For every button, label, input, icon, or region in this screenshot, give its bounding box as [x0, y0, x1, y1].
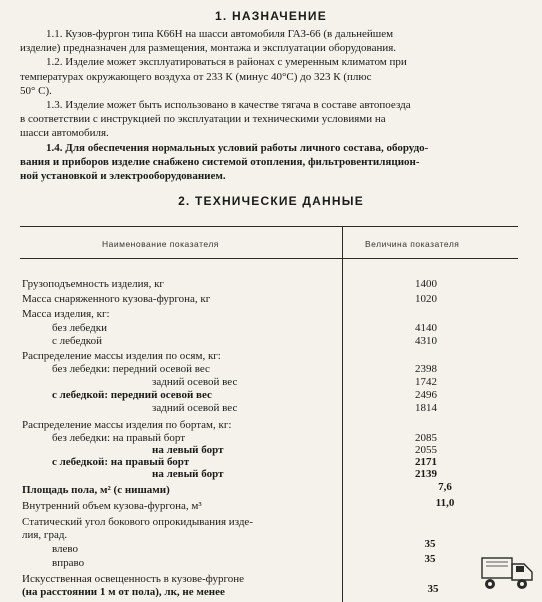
truck-icon	[478, 548, 536, 594]
table-row-label: (на расстоянии 1 м от пола), лк, не менее	[22, 586, 225, 598]
table-row-label: без лебедки	[52, 322, 107, 334]
table-row-label: задний осевой вес	[152, 376, 238, 388]
table-row-label: на левый борт	[152, 468, 224, 480]
table-row-value: 7,6	[438, 481, 452, 493]
table-row-label: Площадь пола, м² (с нишами)	[22, 484, 170, 496]
table-row-label: лия, град.	[22, 529, 68, 541]
table-row-label: Искусственная освещенность в кузове-фургоне	[22, 573, 245, 585]
paragraph-line: 1.1. Кузов-фургон типа К66Н на шасси автомобиля ГАЗ-66 (в дальнейшем	[46, 28, 394, 40]
table-row-label: влево	[52, 543, 79, 555]
paragraph-line: шасси автомобиля.	[20, 127, 109, 140]
table-row-label: Масса снаряженного кузова-фургона, кг	[22, 293, 211, 305]
table-row-label: задний осевой вес	[152, 402, 238, 414]
table-row-value: 4310	[415, 335, 437, 347]
section-1-text	[20, 27, 515, 183]
table-row-value: 2139	[415, 468, 437, 480]
table-row-label: Статический угол бокового опрокидывания изде-	[22, 516, 253, 528]
column-header-name: Наименование показателя	[102, 239, 219, 249]
table-row-label: с лебедкой	[52, 335, 102, 347]
table-row-value: 35	[424, 538, 436, 550]
table-row-label: с лебедкой: передний осевой вес	[52, 389, 212, 401]
table-row-value: 2085	[415, 432, 437, 444]
table-row-value: 1814	[415, 402, 437, 414]
table-top-rule	[20, 226, 518, 227]
paragraph-line: 1.4. Для обеспечения нормальных условий работы личного состава, оборудо-	[46, 141, 429, 154]
table-row-value: 2398	[415, 363, 437, 375]
table-row-label: без лебедки: передний осевой вес	[52, 363, 210, 375]
paragraph-line: в соответствии с инструкцией по эксплуатации и техническими условиями на	[20, 113, 386, 126]
table-row-label: Масса изделия, кг:	[22, 308, 110, 320]
table-row-value: 2171	[415, 456, 437, 468]
table-row-label: без лебедки: на правый борт	[52, 432, 186, 444]
table-column-divider	[342, 226, 343, 602]
section-2-title: 2. ТЕХНИЧЕСКИЕ ДАННЫЕ	[178, 194, 364, 208]
paragraph-line: температурах окружающего воздуха от 233 К (минус 40°С) до 323 К (плюс	[20, 70, 372, 83]
table-row-value: 4140	[415, 322, 437, 334]
paragraph-line: ной установкой и электрооборудованием.	[20, 170, 226, 183]
table-row-label: на левый борт	[152, 444, 224, 456]
table-row-value: 2496	[415, 389, 437, 401]
table-row-label: с лебедкой: на правый борт	[52, 456, 190, 468]
paragraph-line: 1.3. Изделие может быть использовано в качестве тягача в составе автопоезда	[46, 99, 411, 112]
paragraph-line: 50° С).	[20, 84, 52, 97]
table-row-value: 2055	[415, 444, 437, 456]
column-header-value: Величина показателя	[365, 239, 460, 249]
table-row-label: вправо	[52, 557, 85, 569]
section-1-title: 1. НАЗНАЧЕНИЕ	[215, 9, 327, 23]
table-row-value: 1742	[415, 376, 437, 388]
table-row-label: Распределение массы изделия по осям, кг:	[22, 350, 221, 362]
table-header-rule	[20, 258, 518, 259]
table-row-value: 1020	[415, 293, 437, 305]
table-row-value: 35	[424, 553, 436, 565]
table-row-label: Грузоподъемность изделия, кг	[22, 278, 164, 290]
table-row-label: Распределение массы изделия по бортам, кг:	[22, 419, 232, 431]
table-row-value: 35	[427, 583, 439, 595]
table-row-value: 1400	[415, 278, 437, 290]
table-row-label: Внутренний объем кузова-фургона, м³	[22, 500, 202, 512]
paragraph-line: 1.2. Изделие может эксплуатироваться в районах с умеренным климатом при	[46, 56, 407, 69]
paragraph-line: вания и приборов изделие снабжено системой отопления, фильтровентиляцион-	[20, 155, 420, 168]
table-row-value: 11,0	[435, 497, 455, 509]
paragraph-line: изделие) предназначен для размещения, монтажа и эксплуатации оборудования.	[20, 42, 397, 55]
